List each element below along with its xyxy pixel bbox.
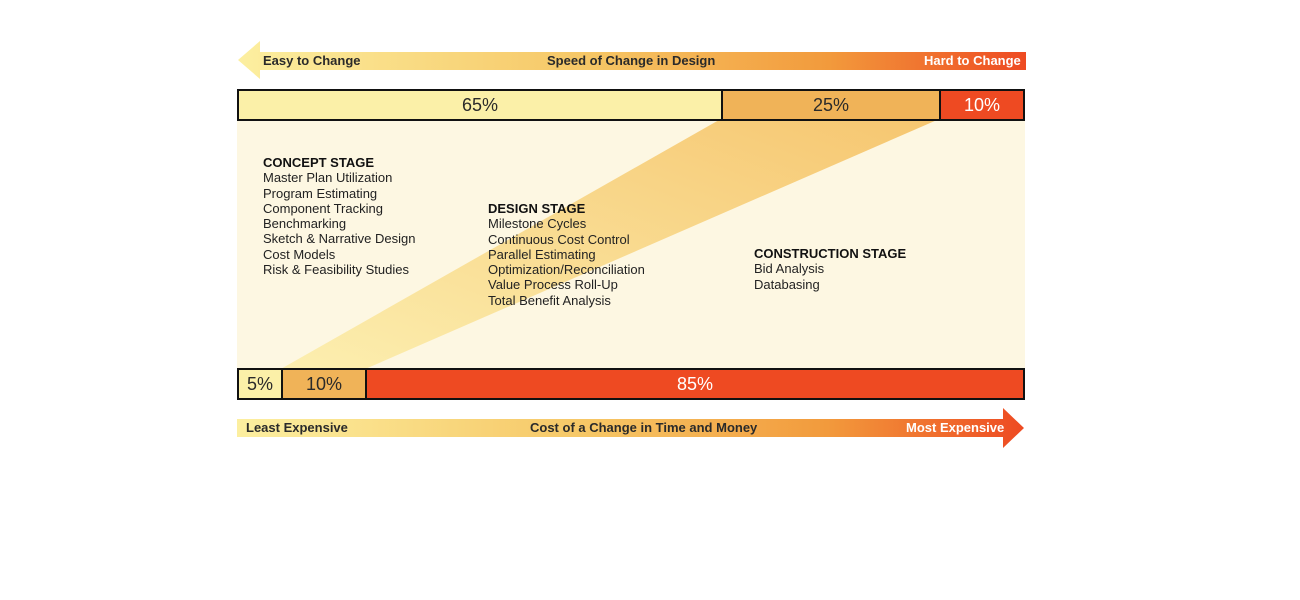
concept-stage-item: Benchmarking bbox=[263, 216, 347, 232]
design-stage-item: Optimization/Reconciliation bbox=[488, 262, 645, 278]
concept-stage-item: Cost Models bbox=[263, 246, 336, 262]
design-speed-segment-design bbox=[721, 91, 939, 119]
bottom-arrow-right-label: Most Expensive bbox=[906, 420, 1005, 435]
design-speed-value-concept: 65% bbox=[461, 94, 499, 115]
change-cost-value-design: 10% bbox=[305, 373, 343, 394]
bottom-arrow-left-label: Least Expensive bbox=[246, 420, 348, 435]
design-speed-segment-concept bbox=[239, 91, 721, 119]
construction-stage-title: CONSTRUCTION STAGE bbox=[754, 246, 907, 261]
design-speed-bar bbox=[237, 89, 1025, 121]
top-arrow-center-label: Speed of Change in Design bbox=[547, 53, 716, 68]
design-speed-segment-construction bbox=[939, 91, 1023, 119]
construction-stage-item: Databasing bbox=[754, 276, 820, 292]
design-stage-item: Parallel Estimating bbox=[488, 246, 596, 262]
change-cost-segment-construction bbox=[365, 370, 1023, 398]
concept-stage bbox=[263, 155, 415, 277]
top-arrow-right-label: Hard to Change bbox=[924, 53, 1021, 68]
construction-stage-item: Bid Analysis bbox=[754, 261, 825, 277]
change-cost-bar bbox=[237, 368, 1025, 400]
design-stage-item: Continuous Cost Control bbox=[488, 231, 630, 247]
bottom-arrow-center-label: Cost of a Change in Time and Money bbox=[530, 420, 758, 435]
design-stage-item: Value Process Roll-Up bbox=[488, 277, 618, 293]
design-stage-item: Milestone Cycles bbox=[488, 216, 587, 232]
design-stage-title: DESIGN STAGE bbox=[488, 201, 586, 216]
change-cost-value-concept: 5% bbox=[246, 373, 273, 394]
change-cost-segment-concept bbox=[239, 370, 281, 398]
concept-stage-item: Component Tracking bbox=[263, 200, 383, 216]
change-cost-value-construction: 85% bbox=[676, 373, 714, 394]
concept-stage-item: Sketch & Narrative Design bbox=[263, 231, 416, 247]
design-speed-value-design: 25% bbox=[812, 94, 850, 115]
change-cost-segment-design bbox=[281, 370, 365, 398]
concept-stage-title: CONCEPT STAGE bbox=[263, 155, 374, 170]
concept-stage-item: Master Plan Utilization bbox=[263, 170, 393, 186]
concept-stage-item: Risk & Feasibility Studies bbox=[263, 262, 409, 278]
construction-stage bbox=[754, 246, 906, 292]
design-stage-item: Total Benefit Analysis bbox=[488, 292, 611, 308]
top-arrow-left-label: Easy to Change bbox=[263, 53, 361, 68]
design-speed-value-construction: 10% bbox=[963, 94, 1001, 115]
design-stage bbox=[488, 201, 645, 308]
concept-stage-item: Program Estimating bbox=[263, 185, 378, 201]
